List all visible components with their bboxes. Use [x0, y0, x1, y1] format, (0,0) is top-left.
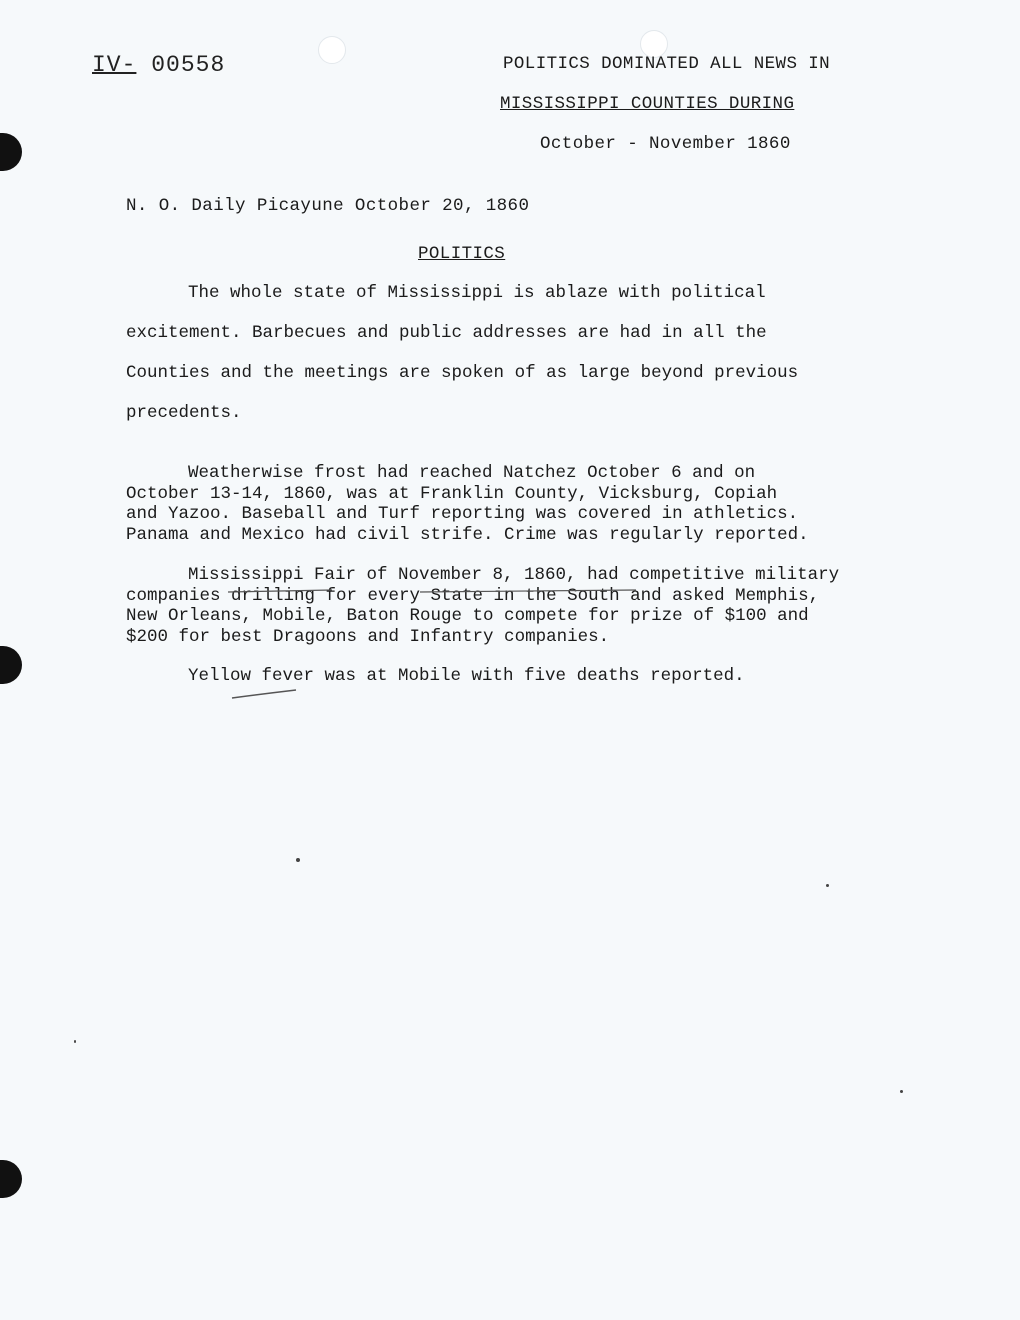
- paragraph-line: Counties and the meetings are spoken of as large beyond previous: [126, 363, 799, 383]
- document-id-prefix: IV-: [92, 52, 137, 78]
- paragraph-line: excitement. Barbecues and public addresses are had in all the: [126, 323, 767, 343]
- document-id-number: 00558: [151, 52, 226, 78]
- source-citation: N. O. Daily Picayune October 20, 1860: [126, 196, 530, 216]
- paragraph-line: $200 for best Dragoons and Infantry companies.: [126, 626, 610, 647]
- pencil-underline-mark: [420, 590, 636, 592]
- paragraph-line: October 13-14, 1860, was at Franklin County, Vicksburg, Copiah: [126, 483, 778, 504]
- paragraph-line: Weatherwise frost had reached Natchez October 6 and on: [188, 463, 756, 483]
- paragraph-line: Panama and Mexico had civil strife. Crime was regularly reported.: [126, 524, 809, 545]
- paragraph-line: Mississippi Fair of November 8, 1860, had competitive military: [188, 565, 840, 585]
- pencil-underline-mark: [232, 690, 296, 698]
- section-title: POLITICS: [418, 244, 506, 264]
- paragraph-line: The whole state of Mississippi is ablaze with political: [188, 283, 766, 303]
- paragraph-line: companies drilling for every State in the South and asked Memphis,: [126, 585, 820, 606]
- paragraph-line: precedents.: [126, 403, 242, 423]
- paragraph-line: Yellow fever was at Mobile with five deaths reported.: [188, 666, 745, 686]
- header-line-1: POLITICS DOMINATED ALL NEWS IN: [503, 54, 831, 74]
- header-line-2: MISSISSIPPI COUNTIES DURING: [500, 94, 795, 114]
- paragraph-line: and Yazoo. Baseball and Turf reporting was covered in athletics.: [126, 504, 799, 524]
- paragraph-line: New Orleans, Mobile, Baton Rouge to compete for prize of $100 and: [126, 606, 809, 626]
- pencil-underline-mark: [228, 590, 332, 592]
- header-line-3: October - November 1860: [540, 134, 791, 154]
